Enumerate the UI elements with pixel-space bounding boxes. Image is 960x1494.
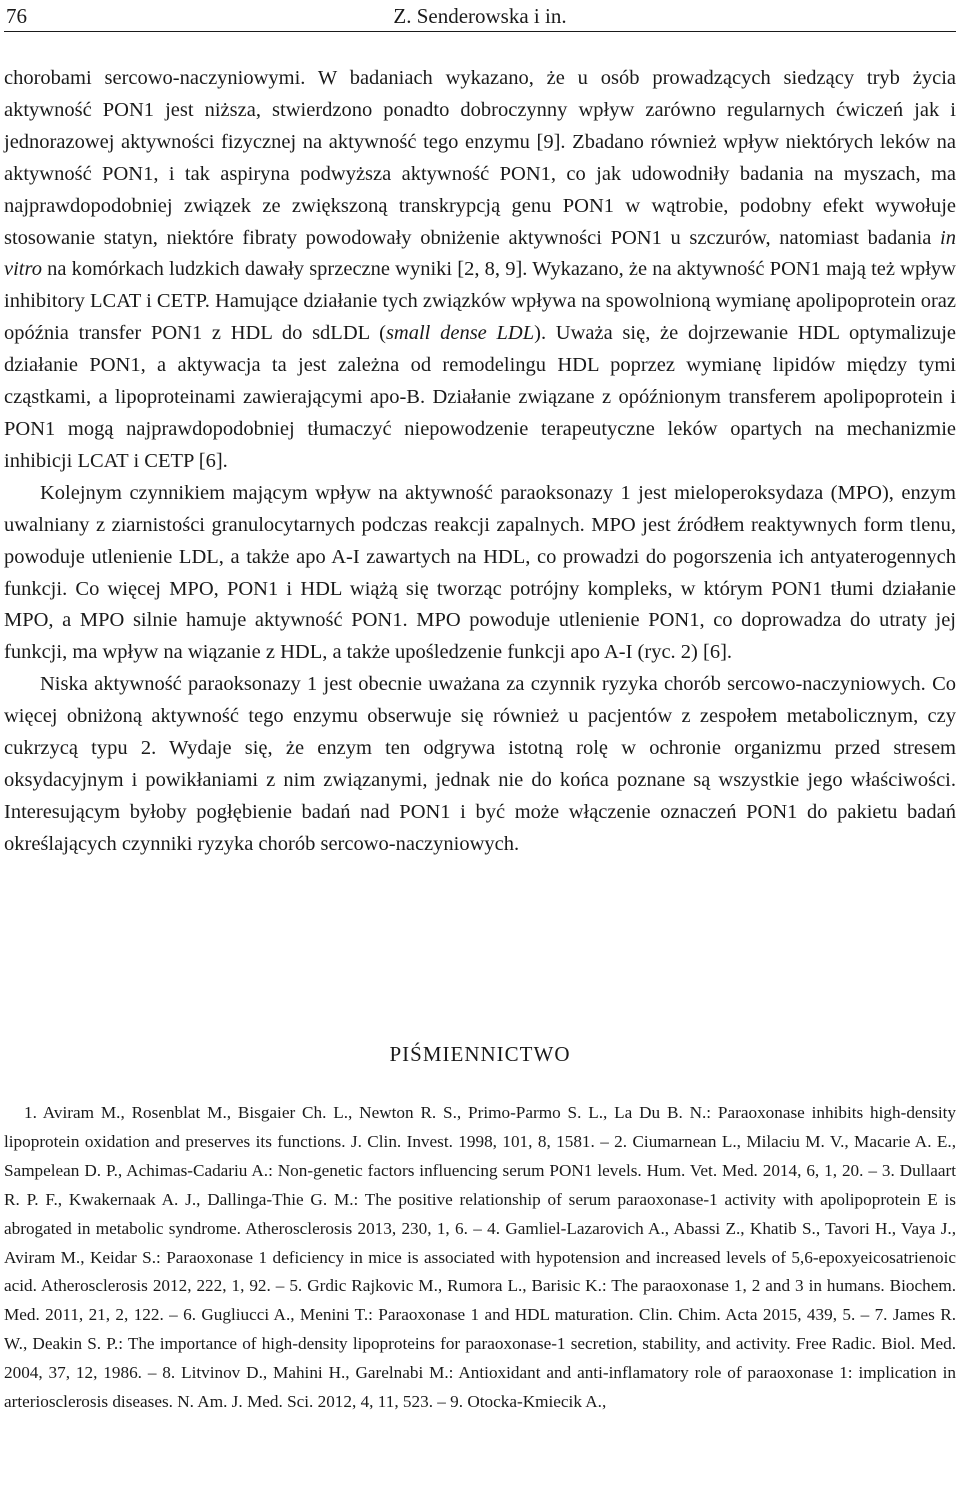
article-body [4,63,956,861]
in-vitro-term: in vitro [4,226,956,281]
paragraph-1 [4,63,956,478]
page [4,0,956,1494]
paragraph-3: Niska aktywność paraoksonazy 1 jest obecnie uważana za czynnik ryzyka chorób sercowo-naczyniowych. Co więcej obniżoną aktywność tego enzymu obserwuje się również u pacjentów z zespołem metabolicznym, czy cukrzycą typu 2. Wydaje się, że enzym ten odgrywa istotną rolę w ochronie organizmu przed stresem oksydacyjnym i powikłaniami z nim związanymi, jednak nie do końca poznane są wszystkie jego właściwości. Interesującym byłoby pogłębienie badań nad PON1 i być może włączenie oznaczeń PON1 do pakietu badań określających czynniki ryzyka chorób sercowo-naczyniowych. [4,673,956,855]
running-head [4,2,956,30]
paragraph-1-text-b: na komórkach ludzkich dawały sprzeczne wyniki [2, 8, 9]. Wykazano, że na aktywność PON1 mają też wpływ inhibitory LCAT i CETP. Hamujące działanie tych związków wpływa na spowolnioną wymianę apolipoprotein oraz opóźnia transfer PON1 z HDL do sdLDL ( [4,258,956,345]
header-rule [4,31,956,32]
paragraph-1-text-a: chorobami sercowo-naczyniowymi. W badaniach wykazano, że u osób prowadzących siedzący tryb życia aktywność PON1 jest niższa, stwierdzono ponadto dobroczynny wpływ zarówno regularnych ćwiczeń jak i jednorazowej aktywności fizycznej na aktywność tego enzymu [9]. Zbadano również wpływ niektórych leków na aktywność PON1, i tak aspiryna podwyższa aktywność PON1, co jak udowodniły badania na myszach, ma najprawdopodobniej związek ze zwiększoną transkrypcją genu PON1 w wątrobie, podobny efekt wywołuje stosowanie statyn, niektóre fibraty powodowały obniżenie aktywności PON1 u szczurów, natomiast badania [4,67,956,249]
paragraph-1-text-c: ). Uważa się, że dojrzewanie HDL optymalizuje działanie PON1, a aktywacja ta jest zależna od remodelingu HDL poprzez wymianę lipidów między tymi cząstkami, a lipoproteinami zawierającymi apo-B. Działanie związane z opóźnionym transferem apolipoprotein i PON1 mogą najprawdopodobniej tłumaczyć niepowodzenie terapeutyczne leków opartych na mechanizmie inhibicji LCAT i CETP [6]. [4,322,956,472]
references-text: 1. Aviram M., Rosenblat M., Bisgaier Ch. L., Newton R. S., Primo-Parmo S. L., La Du B. N.: Paraoxonase inhibits high-density lipoprotein oxidation and preserves its functions. J. Clin. Invest. 1998, 101, 8, 1581. – 2. Ciumarnean L., Milaciu M. V., Macarie A. E., Sampelean D. P., Achimas-Cadariu A.: Non-genetic factors influencing serum PON1 levels. Hum. Vet. Med. 2014, 6, 1, 20. – 3. Dullaart R. P. F., Kwakernaak A. J., Dallinga-Thie G. M.: The positive relationship of serum paraoxonase-1 activity with apolipoprotein E is abrogated in metabolic syndrome. Atherosclerosis 2013, 230, 1, 6. – 4. Gamliel-Lazarovich A., Abassi Z., Khatib S., Tavori H., Vaya J., Aviram M., Keidar S.: Paraoxonase 1 deficiency in mice is associated with hypotension and increased levels of 5,6-epoxyeicosatrienoic acid. Atherosclerosis 2012, 222, 1, 92. – 5. Grdic Rajkovic M., Rumora L., Barisic K.: The paraoxonase 1, 2 and 3 in humans. Biochem. Med. 2011, 21, 2, 122. – 6. Gugliucci A., Menini T.: Paraoxonase 1 and HDL maturation. Clin. Chim. Acta 2015, 439, 5. – 7. James R. W., Deakin S. P.: The importance of high-density lipoproteins for paraoxonase-1 secretion, stability, and activity. Free Radic. Biol. Med. 2004, 37, 12, 1986. – 8. Litvinov D., Mahini H., Garelnabi M.: Antioxidant and anti-inflamatory role of paraoxonase 1: implication in arteriosclerosis diseases. N. Am. J. Med. Sci. 2012, 4, 11, 523. – 9. Otocka-Kmiecik A., [4,1103,956,1412]
references-heading: PIŚMIENNICTWO [389,1042,571,1066]
running-title: Z. Senderowska i in. [393,4,567,28]
small-dense-ldl-term: small dense LDL [385,322,535,345]
page-number: 76 [6,4,27,28]
references-list [4,1099,956,1417]
paragraph-2: Kolejnym czynnikiem mającym wpływ na aktywność paraoksonazy 1 jest mieloperoksydaza (MPO), enzym uwalniany z ziarnistości granulocytarnych podczas reakcji zapalnych. MPO jest źródłem reaktywnych form tlenu, powoduje utlenienie LDL, a także apo A-I zawartych na HDL, co prowadzi do pogorszenia ich antyaterogennych funkcji. Co więcej MPO, PON1 i HDL wiążą się tworząc potrójny kompleks, w którym PON1 tłumi działanie MPO, a MPO silnie hamuje aktywność PON1. MPO powoduje utlenienie PON1, co doprowadza do utraty jej funkcji, ma wpływ na wiązanie z HDL, a także upośledzenie funkcji apo A-I (ryc. 2) [6]. [4,481,956,664]
